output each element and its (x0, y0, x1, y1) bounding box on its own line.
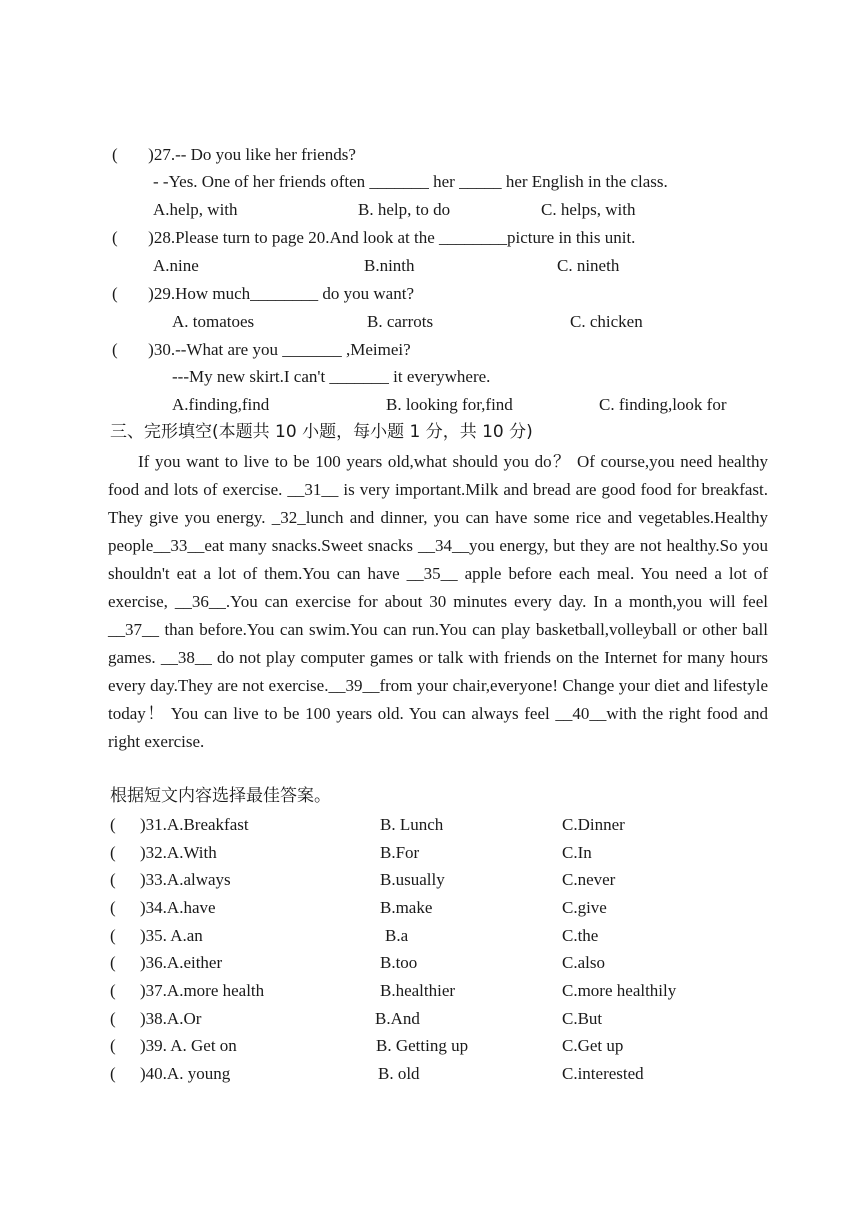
cloze-option-b: B.usually (380, 870, 445, 889)
question-27-option-c: C. helps, with (541, 200, 636, 219)
answer-paren: ( (110, 815, 116, 834)
question-29-stem: )29.How much________ do you want? (148, 284, 414, 303)
cloze-option-c: C.But (562, 1009, 603, 1028)
cloze-option-a: )40.A. young (140, 1064, 231, 1083)
cloze-option-c: C.In (562, 843, 592, 862)
question-30-stem: )30.--What are you _______ ,Meimei? (148, 340, 411, 359)
cloze-option-a: )39. A. Get on (140, 1036, 237, 1055)
cloze-option-a: )33.A.always (140, 870, 231, 889)
cloze-option-a: )34.A.have (140, 898, 216, 917)
cloze-option-c: C.also (562, 953, 605, 972)
cloze-option-a: )31.A.Breakfast (140, 815, 249, 834)
question-28-option-b: B.ninth (364, 256, 415, 275)
answer-paren: ( (110, 1064, 116, 1083)
cloze-option-a: )37.A.more health (140, 981, 265, 1000)
cloze-option-a: )38.A.Or (140, 1009, 202, 1028)
cloze-option-b: B.too (380, 953, 418, 972)
cloze-option-c: C.Get up (562, 1036, 624, 1055)
cloze-option-b: B. old (378, 1064, 420, 1083)
answer-paren: ( (110, 953, 116, 972)
question-28-option-a: A.nine (153, 256, 199, 275)
question-30-option-b: B. looking for,find (386, 395, 513, 414)
cloze-option-c: C.more healthily (562, 981, 677, 1000)
cloze-option-a: )35. A.an (140, 926, 203, 945)
question-28 (112, 228, 635, 248)
question-29-option-a: A. tomatoes (172, 312, 255, 331)
section-title: 三、完形填空(本题共 10 小题，每小题 1 分，共 10 分) (110, 422, 533, 442)
answer-paren: ( (110, 843, 116, 862)
question-30-option-c: C. finding,look for (599, 395, 727, 414)
cloze-option-b: B. Getting up (376, 1036, 469, 1055)
question-27-option-b: B. help, to do (358, 200, 451, 219)
passage-text: If you want to live to be 100 years old,what should you do？ Of course,you need healthy food and lots of exercise. __31__ is very important.Milk and bread are good food for breakfast. They give you energy. _32_lunch and dinner, you can have some rice and vegetables.Healthy people__33__eat many snacks.Sweet snacks __34__you energy, but they are not healthy.So you shouldn't eat a lot of them.You can have __35__ apple before each meal. You need a lot of exercise, __36__.You can exercise for about 30 minutes every day. In a month,you will feel __37__ than before.You can swim.You can run.You can play basketball,volleyball or other ball games. __38__ do not play computer games or talk with friends on the Internet for many hours every day.They are not exercise.__39__from your chair,everyone! Change your diet and lifestyle today！ You can live to be 100 years old. You can always feel __40__with the right food and right exercise. (108, 452, 768, 751)
cloze-option-c: C.the (562, 926, 599, 945)
answer-paren: ( (112, 284, 118, 303)
question-30-option-a: A.finding,find (172, 395, 270, 414)
answer-paren: ( (110, 981, 116, 1000)
cloze-option-c: C.Dinner (562, 815, 625, 834)
question-28-option-c: C. nineth (557, 256, 620, 275)
answer-paren: ( (112, 145, 118, 164)
cloze-option-a: )36.A.either (140, 953, 223, 972)
cloze-option-c: C.never (562, 870, 616, 889)
question-28-stem: )28.Please turn to page 20.And look at the ________picture in this unit. (148, 228, 636, 247)
question-29-option-b: B. carrots (367, 312, 434, 331)
question-27-option-a: A.help, with (153, 200, 238, 219)
question-27-reply: - -Yes. One of her friends often _______ her _____ her English in the class. (153, 172, 668, 191)
answer-paren: ( (110, 1036, 116, 1055)
instruction: 根据短文内容选择最佳答案。 (110, 786, 331, 806)
question-27 (112, 145, 356, 165)
answer-paren: ( (110, 926, 116, 945)
question-27-stem: )27.-- Do you like her friends? (148, 145, 356, 164)
cloze-option-c: C.give (562, 898, 607, 917)
question-30-reply: ---My new skirt.I can't _______ it everywhere. (172, 367, 491, 386)
cloze-option-b: B.And (375, 1009, 420, 1028)
question-29-option-c: C. chicken (570, 312, 643, 331)
cloze-option-c: C.interested (562, 1064, 644, 1083)
answer-paren: ( (110, 898, 116, 917)
question-29 (112, 284, 414, 304)
answer-paren: ( (110, 1009, 116, 1028)
cloze-option-b: B.healthier (380, 981, 456, 1000)
cloze-option-b: B.For (380, 843, 420, 862)
answer-paren: ( (110, 870, 116, 889)
question-30 (112, 340, 411, 360)
answer-paren: ( (112, 340, 118, 359)
cloze-passage (108, 448, 768, 756)
cloze-option-b: B.make (380, 898, 433, 917)
cloze-option-a: )32.A.With (140, 843, 217, 862)
answer-paren: ( (112, 228, 118, 247)
cloze-option-b: B.a (385, 926, 409, 945)
cloze-option-b: B. Lunch (380, 815, 444, 834)
